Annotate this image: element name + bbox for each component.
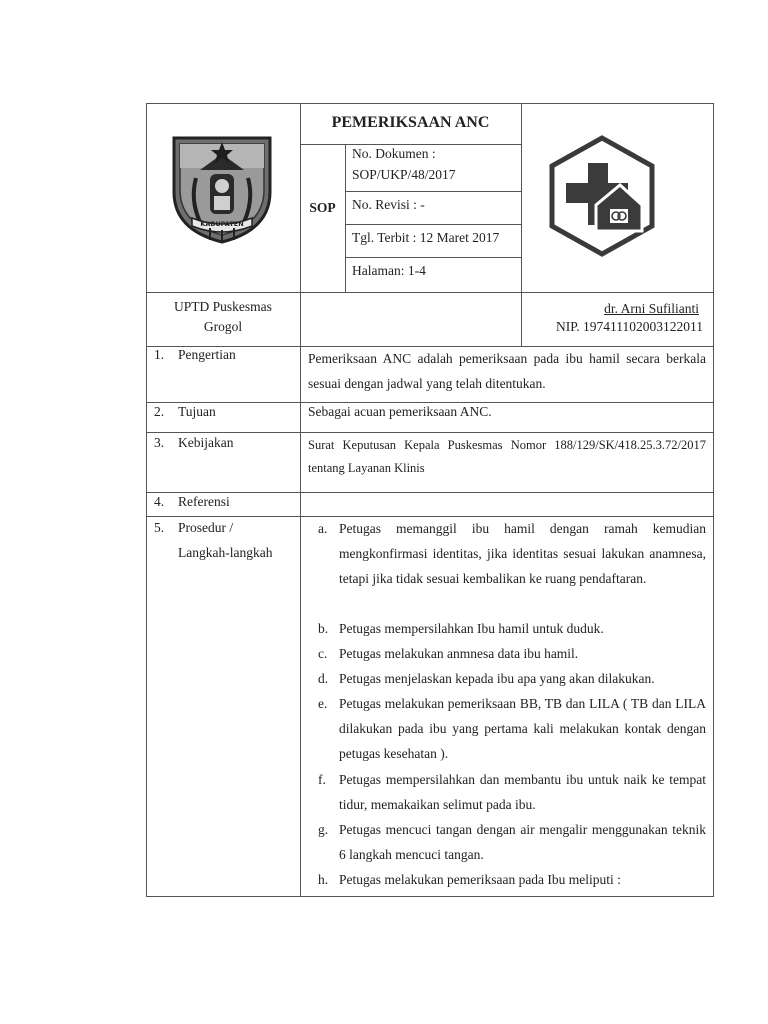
unit-name-line2: Grogol	[203, 319, 243, 334]
step-letter: g.	[318, 822, 329, 837]
step-text: Petugas melakukan pemeriksaan BB, TB dan LILA ( TB dan LILA dilakukan pada ibu yang pertama kali melakukan kontak dengan petugas kesehatan ).	[339, 696, 706, 761]
step-letter: a.	[318, 521, 328, 536]
list-item	[318, 867, 706, 892]
halaman-field: Halaman: 1-4	[352, 263, 426, 278]
line-under-tgl-terbit	[345, 257, 521, 258]
step-text: Petugas mempersilahkan dan membantu ibu untuk naik ke tempat tidur, memakaikan selimut pada ibu.	[339, 772, 706, 812]
no-dokumen-value: SOP/UKP/48/2017	[352, 167, 456, 182]
section-number: 3.	[154, 435, 165, 450]
line-under-no-dokumen	[345, 191, 521, 192]
section-label-pengertian: Pengertian	[178, 347, 236, 362]
line-under-header	[146, 292, 714, 293]
section-text-tujuan: Sebagai acuan pemeriksaan ANC.	[308, 404, 492, 419]
section-number: 1.	[154, 347, 165, 362]
section-number: 2.	[154, 404, 165, 419]
line-under-no-revisi	[345, 224, 521, 225]
list-item	[318, 616, 706, 641]
list-item	[318, 817, 706, 867]
divider-sop-cell	[345, 144, 346, 292]
section-label-prosedur-line1: Prosedur /	[178, 520, 234, 535]
list-item	[318, 641, 706, 666]
section-text-pengertian: Pemeriksaan ANC adalah pemeriksaan pada ibu hamil secara berkala sesuai dengan jadwal yang telah ditentukan.	[308, 351, 706, 391]
step-letter: e.	[318, 696, 328, 711]
step-letter: c.	[318, 646, 328, 661]
section-label-prosedur-line2: Langkah-langkah	[178, 545, 273, 560]
section-number: 5.	[154, 520, 165, 535]
list-item	[318, 666, 706, 691]
line-under-kebijakan	[146, 492, 714, 493]
divider-left-column	[300, 103, 301, 897]
signatory-name: dr. Arni Sufilianti	[604, 301, 699, 316]
sop-label: SOP	[309, 200, 336, 215]
list-item	[318, 516, 706, 616]
no-dokumen-label: No. Dokumen :	[352, 146, 436, 161]
section-text-kebijakan: Surat Keputusan Kepala Puskesmas Nomor 188/129/SK/418.25.3.72/2017 tentang Layanan Klinis	[308, 438, 706, 475]
step-text: Petugas menjelaskan kepada ibu apa yang akan dilakukan.	[339, 671, 655, 686]
unit-name-line1: UPTD Puskesmas	[174, 299, 272, 314]
step-letter: f.	[318, 772, 326, 787]
document-title: PEMERIKSAAN ANC	[331, 114, 490, 131]
line-under-tujuan	[146, 432, 714, 433]
step-text: Petugas mempersilahkan Ibu hamil untuk duduk.	[339, 621, 604, 636]
regency-coat-of-arms-icon	[170, 130, 274, 244]
step-letter: h.	[318, 872, 329, 887]
section-label-tujuan: Tujuan	[178, 404, 216, 419]
list-item	[318, 691, 706, 766]
step-letter: d.	[318, 671, 329, 686]
list-item	[318, 767, 706, 817]
section-number: 4.	[154, 494, 165, 509]
signatory-nip: NIP. 197411102003122011	[555, 319, 703, 334]
step-letter: b.	[318, 621, 329, 636]
no-revisi-field: No. Revisi : -	[352, 197, 425, 212]
step-text: Petugas memanggil ibu hamil dengan ramah kemudian mengkonfirmasi identitas, jika identitas sesuai lakukan anamnesa, tetapi jika tidak sesuai kembalikan ke ruang pendaftaran.	[339, 521, 706, 586]
step-text: Petugas melakukan pemeriksaan pada Ibu meliputi :	[339, 872, 621, 887]
step-text: Petugas melakukan anmnesa data ibu hamil.	[339, 646, 579, 661]
tgl-terbit-field: Tgl. Terbit : 12 Maret 2017	[352, 230, 500, 245]
puskesmas-hexagon-cross-icon	[548, 135, 656, 257]
coat-of-arms-motto: KABUPATEN	[200, 220, 244, 228]
step-text: Petugas mencuci tangan dengan air mengalir menggunakan teknik 6 langkah mencuci tangan.	[339, 822, 706, 862]
section-label-kebijakan: Kebijakan	[178, 435, 234, 450]
section-label-referensi: Referensi	[178, 494, 230, 509]
